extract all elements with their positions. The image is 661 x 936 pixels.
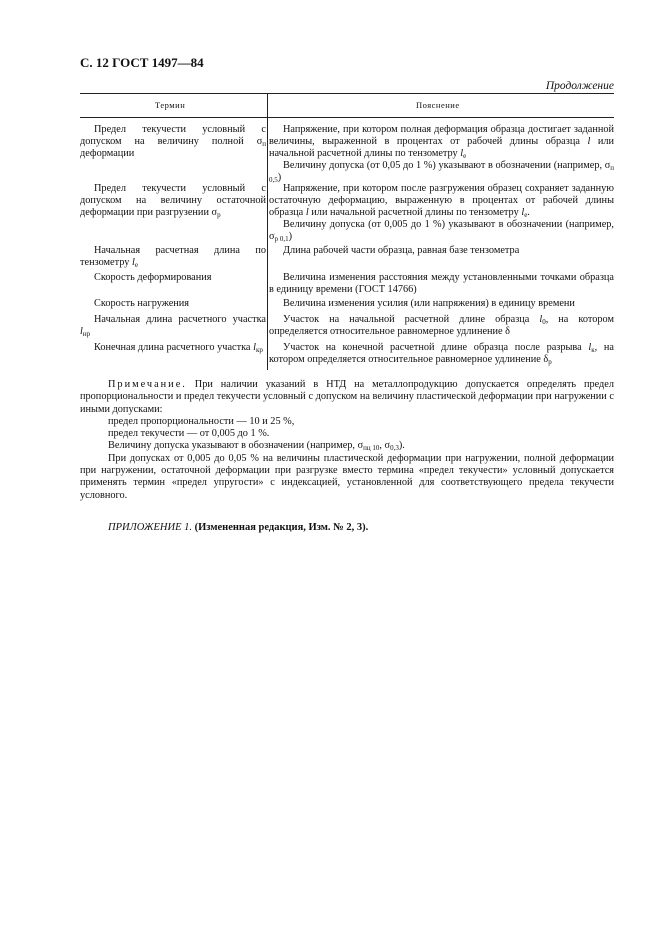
page-header: С. 12 ГОСТ 1497—84 [80, 55, 204, 70]
table-row-term: Начальная расчетная длина по тензометру $l_е$ [80, 245, 266, 269]
column-header-explanation: Пояснение [416, 100, 460, 110]
table-row-explanation: Величина изменения усилия (или напряжения) в единицу времени [283, 298, 575, 309]
table-row-term: Предел текучести условный с допуском на величину остаточной деформации при разгрузении $\sigma_р$ [80, 183, 266, 219]
note-block: Примечание. При наличии указаний в НТД на металлопродукцию допускается определять предел пропорциональности и предел текучести условный с допуском на величину пластической деформации при нагружении с иными допусками: предел пропорциональности — 10 и 25 %, предел текучести — от 0,005 до 1 %. Величину допуска указывают в обозначении (например, $\sigma_{пц 10}$, $\sigma_{0,3}$). При допусках от 0,005 до 0,05 % на величины пластической деформации при нагружении, полной деформации при нагружении, остаточной деформации при разгрузке вместо термина «предел текучести» условный допускается применять термин «предел упругости» с индексацией, установленной для соответствующего предела текучести условного. [80, 379, 615, 501]
table-row-term: Конечная длина расчетного участка $l_{кр}$ [94, 342, 263, 354]
table-row-term: Скорость деформирования [94, 272, 212, 283]
note-label: Примечание. [108, 379, 187, 390]
table-top-rule [80, 93, 614, 94]
column-header-term: Термин [155, 100, 186, 110]
table-row-explanation: Величина изменения расстояния между установленными точками образца в единицу времени (ГОСТ 14766) [269, 272, 614, 295]
table-row-term: Предел текучести условный с допуском на величину полной $\sigma_п$ деформации [80, 124, 266, 159]
table-row-explanation: Участок на конечной расчетной длине образца после разрыва $l_к$, на котором определяется относительное равномерное удлинение $\delta_р$ [269, 342, 614, 366]
table-row-explanation: Напряжение, при котором после разгружения образец сохраняет заданную остаточную деформацию, выраженную в процентах от рабочей длины образца l или начальной расчетной длины по тензометру $l_е$. Величину допуска (от 0,005 до 1 %) указывают в обозначении (например, $\sigma_{р 0,1}$) [269, 183, 614, 243]
table-header-rule [80, 117, 614, 118]
table-row-term: Начальная длина расчетного участка $l_{нр}$ [80, 314, 266, 338]
table-row-term: Скорость нагружения [94, 298, 190, 309]
table-row-explanation: Участок на начальной расчетной длине образца $l_0$, на котором определяется относительное равномерное удлинение δ [269, 314, 614, 337]
table-column-divider [267, 93, 268, 370]
continuation-label: Продолжение [545, 80, 614, 92]
appendix-reference: ПРИЛОЖЕНИЕ 1. (Измененная редакция, Изм. № 2, 3). [108, 522, 369, 533]
table-row-explanation: Длина рабочей части образца, равная базе тензометра [283, 245, 520, 256]
table-row-explanation: Напряжение, при котором полная деформация образца достигает заданной величины, выраженной в процентах от рабочей длины образца l или начальной расчетной длины по тензометру $l_е$ Величину допуска (от 0,05 до 1 %) указывают в обозначении (например, $\sigma_{п 0,5}$) [269, 124, 614, 184]
